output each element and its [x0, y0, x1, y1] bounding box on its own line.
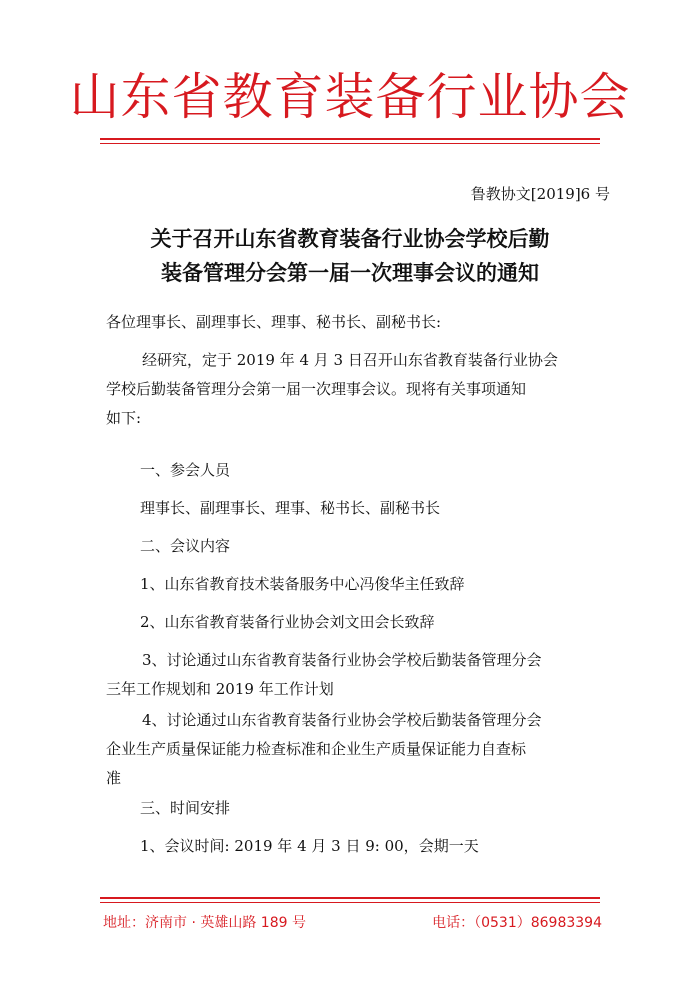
content-item-3-line-1: 3、讨论通过山东省教育装备行业协会学校后勤装备管理分会 — [142, 651, 542, 669]
title-line-1: 关于召开山东省教育装备行业协会学校后勤 — [150, 227, 550, 251]
schedule-item-1: 1、会议时间: 2019 年 4 月 3 日 9: 00，会期一天 — [140, 837, 479, 855]
content-item-4 — [106, 706, 600, 793]
content-item-4-line-3: 准 — [106, 769, 122, 787]
footer-rule-thick — [100, 897, 600, 899]
footer-address: 地址：济南市 · 英雄山路 189 号 — [103, 915, 306, 931]
intro-paragraph — [106, 346, 600, 433]
title-line-2: 装备管理分会第一届一次理事会议的通知 — [161, 261, 539, 285]
content-item-2: 2、山东省教育装备行业协会刘文田会长致辞 — [140, 613, 435, 631]
document-title — [95, 222, 605, 290]
content-item-4-line-2: 企业生产质量保证能力检查标准和企业生产质量保证能力自查标 — [106, 740, 527, 758]
footer-phone: 电话：（0531）86983394 — [432, 915, 602, 931]
content-item-3 — [106, 646, 600, 704]
footer-rule-thin — [100, 902, 600, 903]
document-number: 鲁教协文[2019]6 号 — [470, 185, 610, 203]
intro-line-1: 经研究，定于 2019 年 4 月 3 日召开山东省教育装备行业协会 — [142, 351, 558, 369]
intro-line-3: 如下: — [106, 409, 142, 427]
org-name-heading: 山东省教育装备行业协会 — [69, 68, 631, 126]
section-heading-attendees: 一、参会人员 — [140, 461, 231, 479]
salutation: 各位理事长、副理事长、理事、秘书长、副秘书长: — [106, 313, 442, 331]
attendees-text: 理事长、副理事长、理事、秘书长、副秘书长 — [140, 499, 441, 517]
section-heading-schedule: 三、时间安排 — [140, 799, 231, 817]
header-rule-thin — [100, 143, 600, 144]
section-heading-content: 二、会议内容 — [140, 537, 231, 555]
content-item-3-line-2: 三年工作规划和 2019 年工作计划 — [106, 680, 334, 698]
content-item-4-line-1: 4、讨论通过山东省教育装备行业协会学校后勤装备管理分会 — [142, 711, 542, 729]
intro-line-2: 学校后勤装备管理分会第一届一次理事会议。现将有关事项通知 — [106, 380, 527, 398]
content-item-1: 1、山东省教育技术装备服务中心冯俊华主任致辞 — [140, 575, 465, 593]
header-rule-thick — [100, 138, 600, 140]
